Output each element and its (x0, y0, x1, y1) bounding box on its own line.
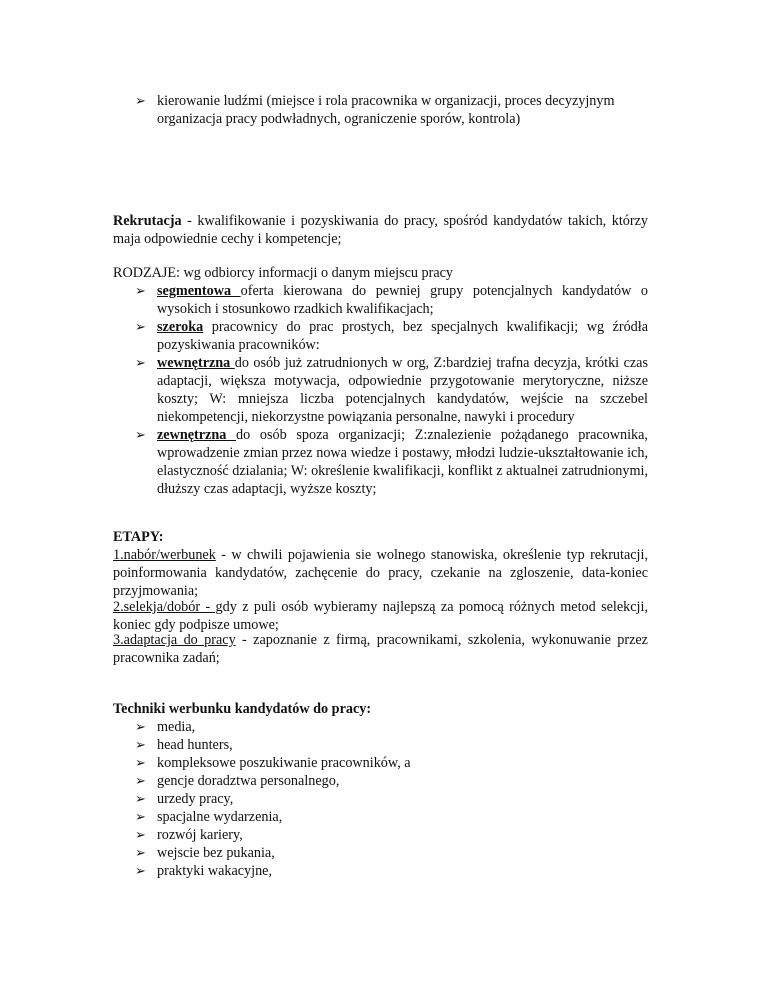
rodzaje-heading: RODZAJE: wg odbiorcy informacji o danym miejscu pracy (113, 265, 454, 281)
rekrutacja-definition: - kwalifikowanie i pozyskiwania do pracy, spośród kandydatów takich, którzy maja odpowiednie cechy i kompetencje; (113, 213, 648, 247)
list-item (113, 318, 648, 354)
technika-text: urzedy pracy, (157, 791, 234, 807)
rodzaj-term: zewnętrzna (157, 427, 237, 443)
technika-text: praktyki wakacyjne, (157, 863, 273, 879)
rekrutacja-term: Rekrutacja (113, 213, 182, 229)
techniki-heading: Techniki werbunku kandydatów do pracy: (113, 701, 372, 717)
etap-label: 3.adaptacja do pracy (113, 632, 236, 648)
arrow-bullet-icon: ➢ (135, 827, 146, 842)
etap-label: 2.selekja/dobór - g (113, 599, 223, 615)
list-item (113, 790, 648, 808)
list-item (113, 844, 648, 862)
technika-text: spacjalne wydarzenia, (157, 809, 283, 825)
etap-text: dy z puli osób wybieramy najlepszą za pomocą różnych metod selekcji, koniec gdy podpisze umowe; (113, 599, 648, 633)
list-item (113, 282, 648, 318)
etap-text: - zapoznanie z firmą, pracownikami, szkolenia, wykonuwanie przez pracownika zadań; (113, 632, 648, 666)
etap-step (113, 546, 648, 600)
arrow-bullet-icon: ➢ (135, 355, 146, 370)
technika-text: wejscie bez pukania, (157, 845, 275, 861)
rekrutacja-paragraph (113, 212, 648, 248)
rodzaj-text: pracownicy do prac prostych, bez specjalnych kwalifikacji; wg źródła pozyskiwania pracowników: (157, 319, 648, 353)
arrow-bullet-icon: ➢ (135, 773, 146, 788)
arrow-bullet-icon: ➢ (135, 719, 146, 734)
arrow-bullet-icon: ➢ (135, 283, 146, 298)
list-item (113, 808, 648, 826)
technika-text: gencje doradztwa personalnego, (157, 773, 340, 789)
list-item (113, 826, 648, 844)
etap-step (113, 631, 648, 667)
etap-text: - w chwili pojawienia sie wolnego stanowiska, określenie typ rekrutacji, poinformowania kandydatów, zachęcenie do pracy, czekanie na zgloszenie, data-koniec przyjmowania; (113, 547, 648, 599)
arrow-bullet-icon: ➢ (135, 737, 146, 752)
intro-bullet-text: kierowanie ludźmi (miejsce i rola pracownika w organizacji, proces decyzyjnym organizacja pracy podwładnych, ograniczenie sporów, kontrola) (157, 93, 615, 127)
etapy-heading: ETAPY: (113, 529, 164, 545)
arrow-bullet-icon: ➢ (135, 809, 146, 824)
list-item (113, 754, 648, 772)
arrow-bullet-icon: ➢ (135, 791, 146, 806)
etap-step (113, 598, 648, 634)
technika-text: head hunters, (157, 737, 233, 753)
technika-text: rozwój kariery, (157, 827, 243, 843)
rodzaj-text: do osób spoza organizacji; Z:znalezienie pożądanego pracownika, wprowadzenie zmian przez nowa wiedze i postawy, młodzi ludzie-ukształtowanie ich, elastyczność dzialania; W: określenie kwalifikacji, konflikt z aktualnei zatrudnionymi, dłuższy czas adaptacji, wyższe koszty; (157, 427, 648, 497)
rodzaj-text: do osób już zatrudnionych w org, Z:bardziej trafna decyzja, krótki czas adaptacji, większa motywacja, odpowiednie przygotowanie merytoryczne, niższe koszty; W: mniejsza liczba potencjalnych kandydatów, wejście na szczebel niekompetencji, niekorzystne powiązania personalne, nawyki i procedury (157, 355, 649, 425)
list-item (113, 92, 648, 128)
arrow-bullet-icon: ➢ (135, 845, 146, 860)
technika-text: media, (157, 719, 196, 735)
rodzaj-text: oferta kierowana do pewniej grupy potencjalnych kandydatów o wysokich i stosunkowo rzadkich kwalifikacjach; (157, 283, 648, 317)
arrow-bullet-icon: ➢ (135, 319, 146, 334)
etap-label: 1.nabór/werbunek (113, 547, 216, 563)
arrow-bullet-icon: ➢ (135, 93, 146, 108)
arrow-bullet-icon: ➢ (135, 755, 146, 770)
arrow-bullet-icon: ➢ (135, 863, 146, 878)
list-item (113, 718, 648, 736)
rodzaj-term: segmentowa (157, 283, 241, 299)
rodzaj-term: szeroka (157, 319, 204, 335)
rodzaj-term: wewnętrzna (157, 355, 235, 371)
arrow-bullet-icon: ➢ (135, 427, 146, 442)
technika-text: kompleksowe poszukiwanie pracowników, a (157, 755, 411, 771)
list-item (113, 736, 648, 754)
list-item (113, 862, 648, 880)
list-item (113, 354, 648, 426)
list-item (113, 772, 648, 790)
list-item (113, 426, 648, 498)
